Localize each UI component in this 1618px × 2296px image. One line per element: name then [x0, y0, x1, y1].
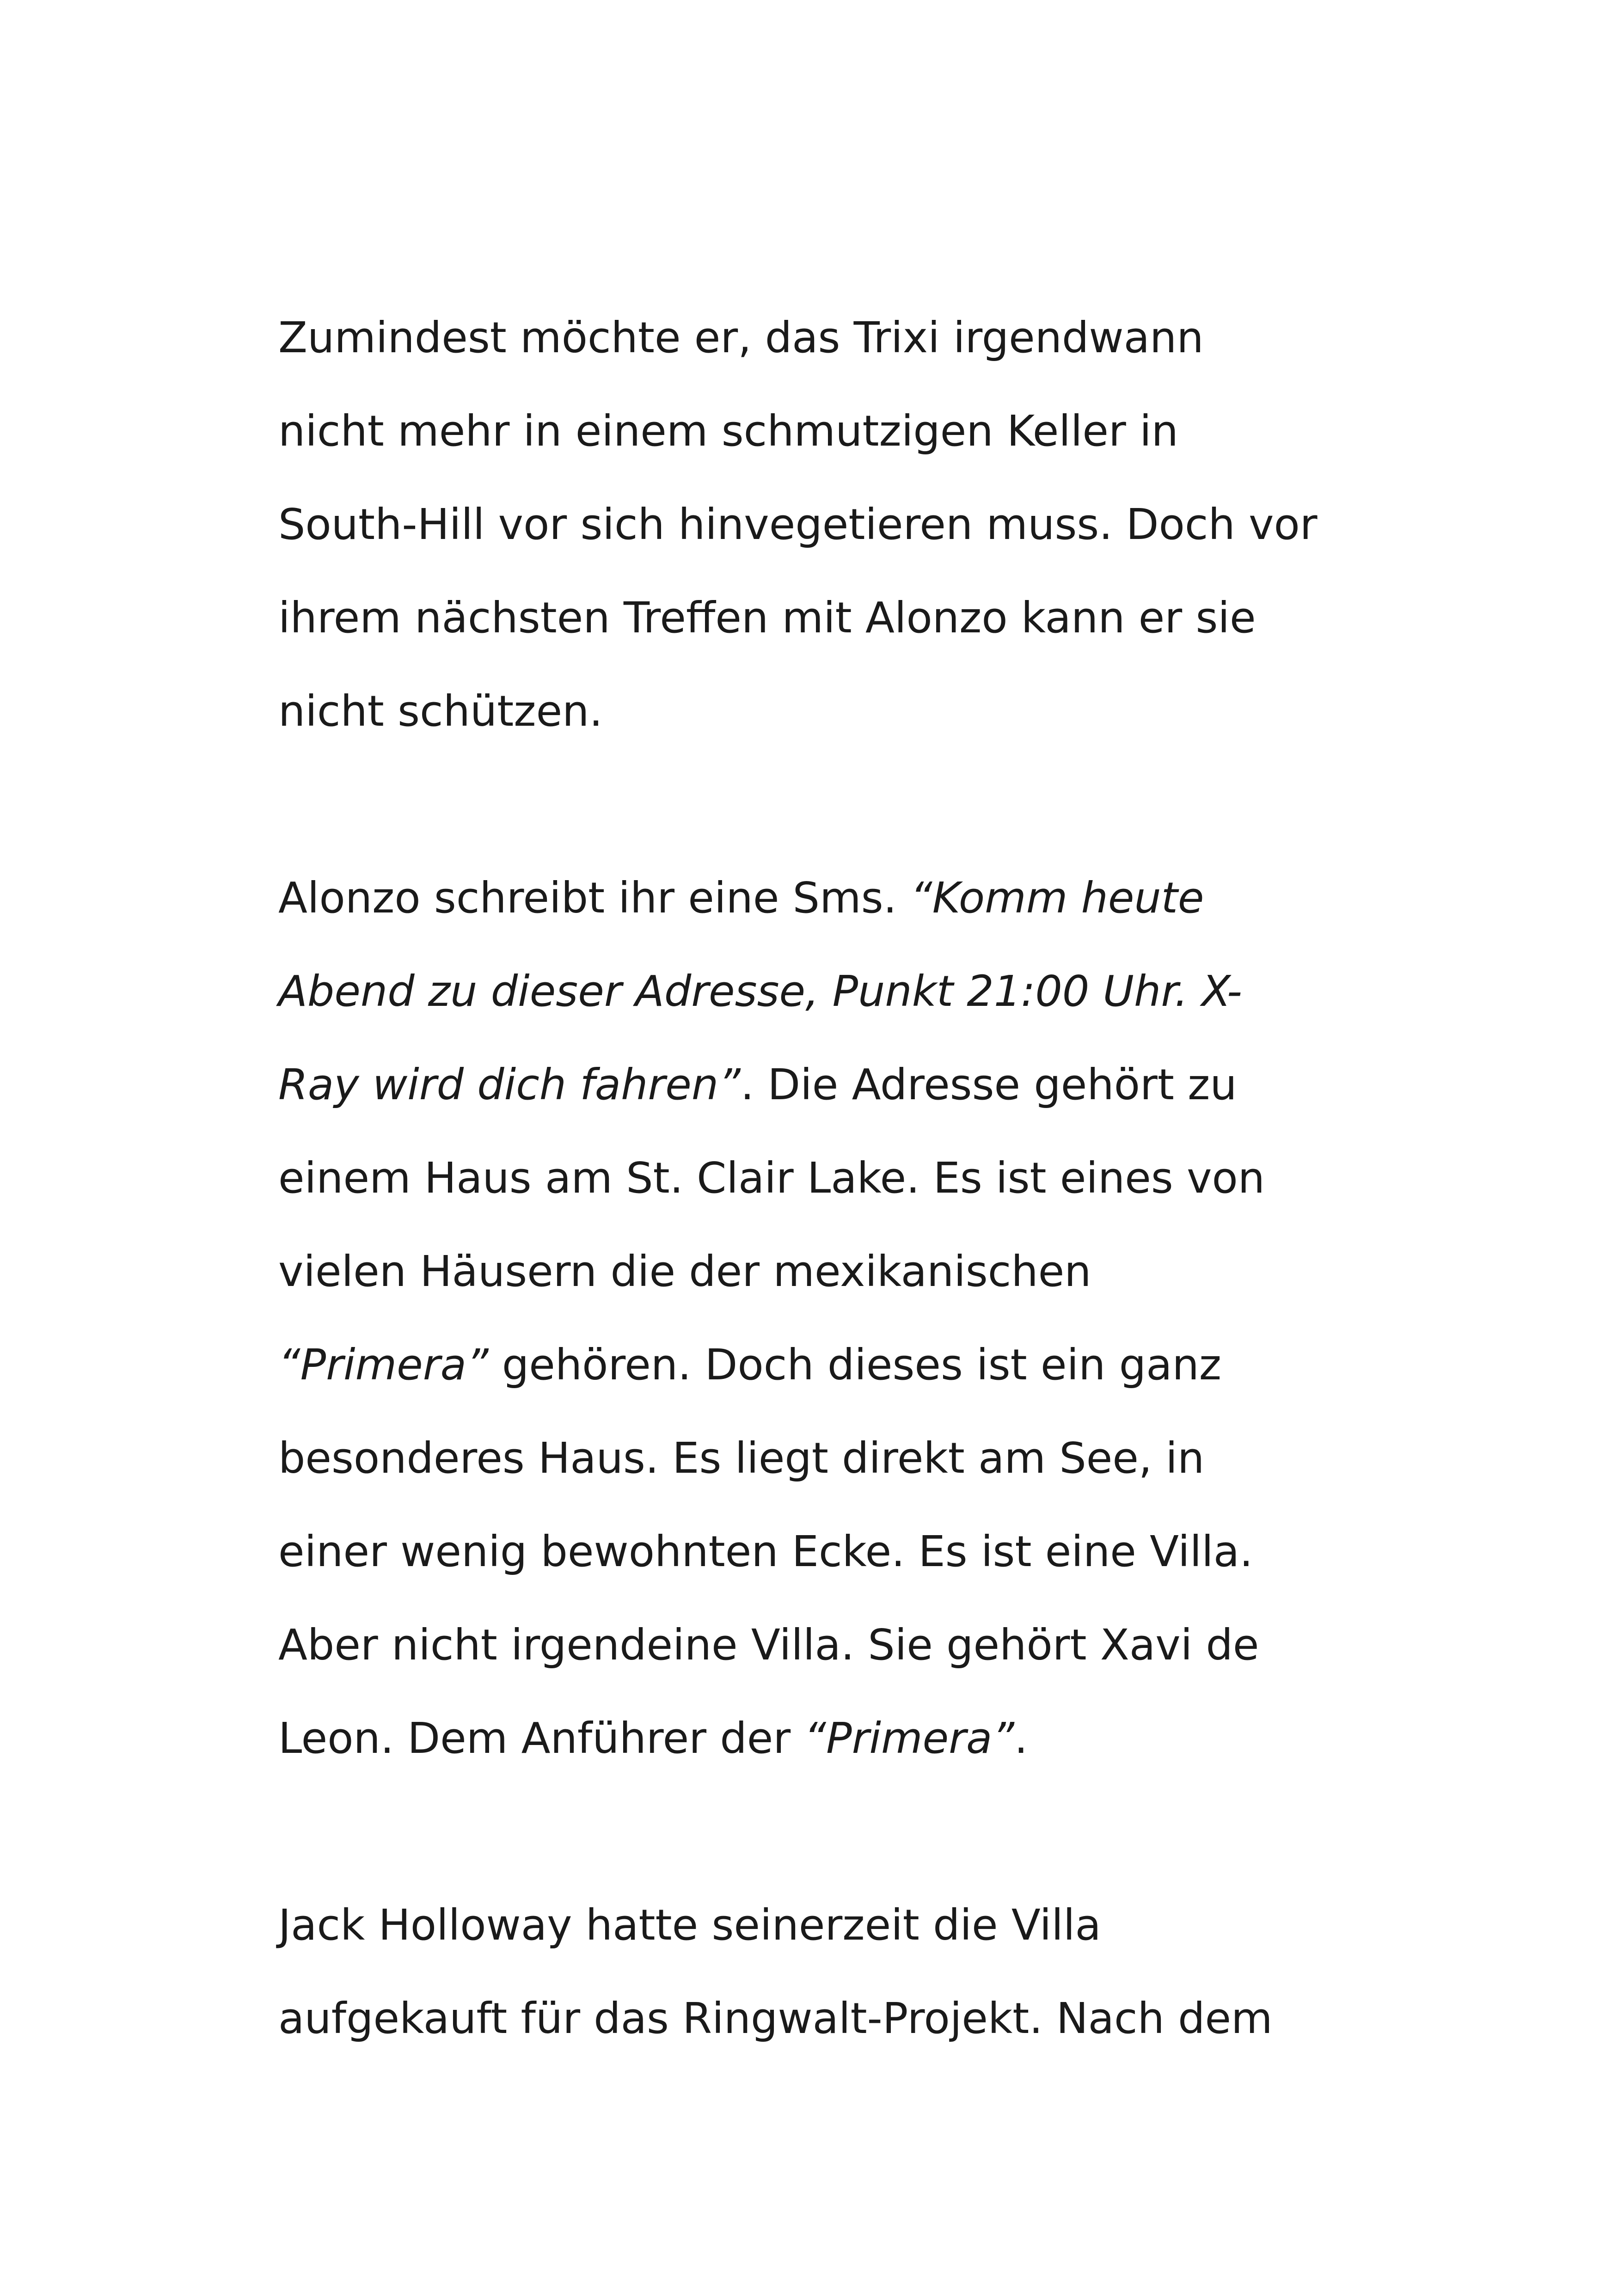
text-run: vielen Häusern die der mexikanischen	[278, 1247, 1091, 1296]
text-line	[278, 665, 1388, 758]
paragraph	[278, 291, 1388, 758]
text-line	[278, 1598, 1388, 1692]
text-run: aufgekauft für das Ringwalt-Projekt. Nach dem	[278, 1994, 1273, 2043]
text-run: . Die Adresse gehört zu	[740, 1060, 1237, 1109]
text-line	[278, 1692, 1388, 1785]
text-line	[278, 571, 1388, 665]
paragraph	[278, 851, 1388, 1785]
text-run: Zumindest möchte er, das Trixi irgendwann	[278, 313, 1204, 362]
text-line	[278, 291, 1388, 385]
text-line	[278, 1879, 1388, 1972]
text-run: besonderes Haus. Es liegt direkt am See, in	[278, 1433, 1205, 1483]
text-line	[278, 945, 1388, 1038]
text-run: .	[1014, 1714, 1028, 1763]
italic-text-run: “Primera”	[804, 1714, 1015, 1763]
italic-text-run: “Komm heute	[910, 873, 1204, 923]
text-line	[278, 385, 1388, 478]
text-run: einer wenig bewohnten Ecke. Es ist eine Villa.	[278, 1527, 1253, 1576]
text-run: einem Haus am St. Clair Lake. Es ist eines von	[278, 1153, 1265, 1203]
text-run: nicht mehr in einem schmutzigen Keller in	[278, 406, 1178, 456]
text-line	[278, 1412, 1388, 1505]
body-text	[278, 291, 1388, 2065]
text-line	[278, 1972, 1388, 2065]
text-run: Aber nicht irgendeine Villa. Sie gehört Xavi de	[278, 1620, 1259, 1670]
italic-text-run: Abend zu dieser Adresse, Punkt 21:00 Uhr. X-	[278, 967, 1242, 1016]
text-line	[278, 851, 1388, 945]
text-line	[278, 1132, 1388, 1225]
text-line	[278, 1038, 1388, 1132]
paragraph-spacer	[278, 758, 1388, 851]
italic-text-run: “Primera”	[278, 1340, 489, 1390]
italic-text-run: Ray wird dich fahren”	[278, 1060, 741, 1109]
text-line	[278, 478, 1388, 571]
text-run: Jack Holloway hatte seinerzeit die Villa	[278, 1900, 1101, 1950]
text-run: gehören. Doch dieses ist ein ganz	[488, 1340, 1222, 1390]
text-line	[278, 1225, 1388, 1318]
text-run: Alonzo schreibt ihr eine Sms.	[278, 873, 911, 923]
text-line	[278, 1505, 1388, 1598]
text-run: nicht schützen.	[278, 686, 603, 736]
text-run: Leon. Dem Anführer der	[278, 1714, 804, 1763]
paragraph-spacer	[278, 1785, 1388, 1879]
text-run: South-Hill vor sich hinvegetieren muss. Doch vor	[278, 500, 1318, 549]
paragraph	[278, 1879, 1388, 2065]
text-run: ihrem nächsten Treffen mit Alonzo kann er sie	[278, 593, 1256, 643]
text-line	[278, 1318, 1388, 1412]
